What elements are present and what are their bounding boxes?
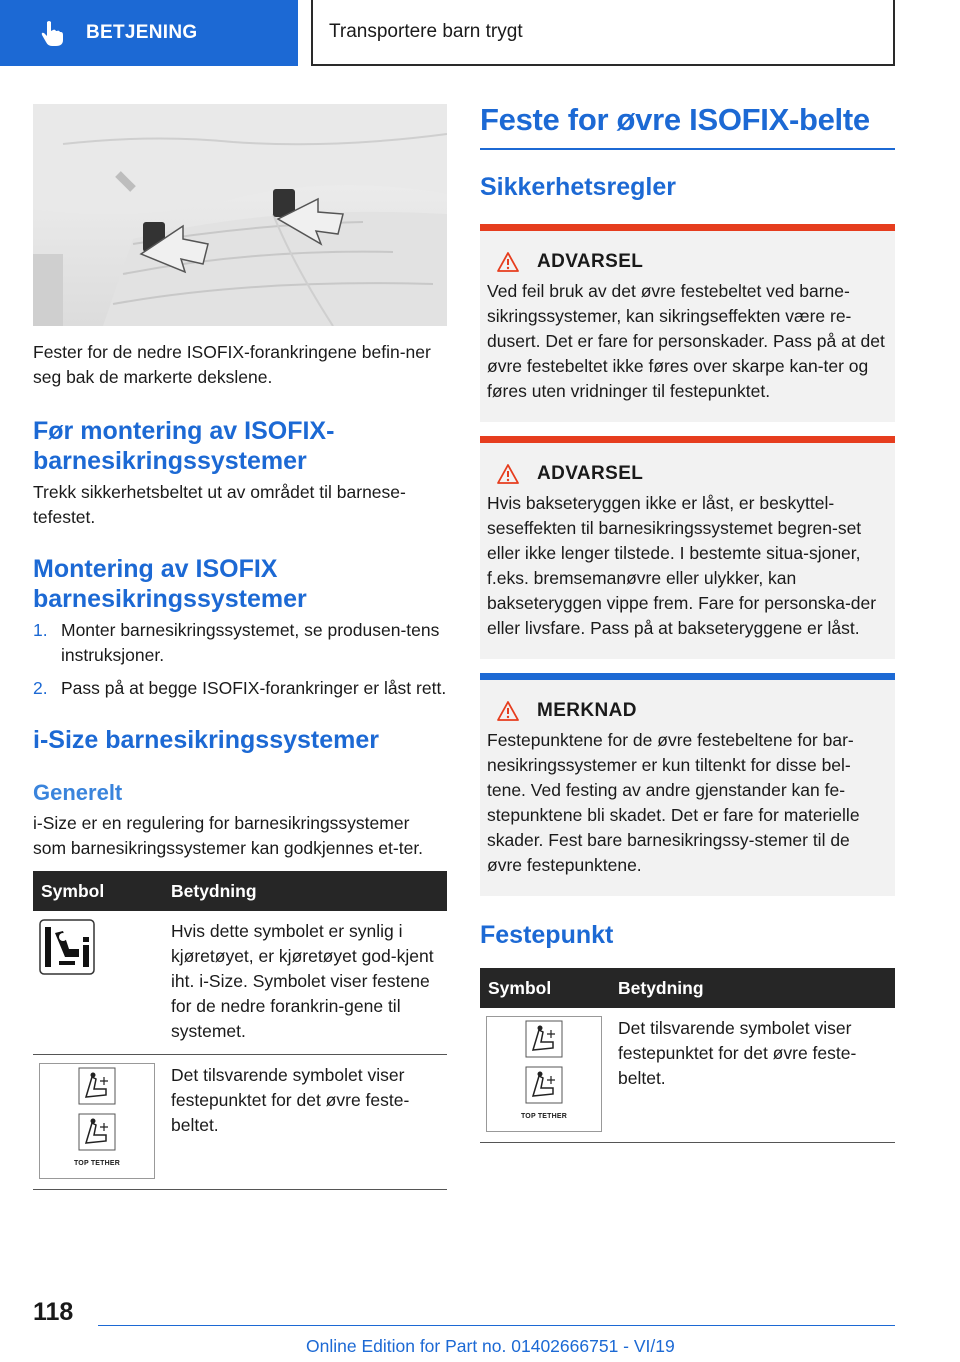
- top-tether-icon: [525, 1020, 563, 1058]
- i-size-seat-icon: [39, 919, 95, 975]
- top-tether-label: TOP TETHER: [520, 1112, 568, 1120]
- heading-safety-rules: Sikkerhetsregler: [480, 173, 676, 201]
- list-item: [33, 676, 447, 701]
- warning-text: Ved feil bruk av det øvre festebeltet ved barne-sikringssystemer, kan sikringseffekten være re-dusert. Det er fare for personskader. Pass på at det øvre festebeltet ikke føres over skarpe kan-ter og føres uten vridninger til festepunktet.: [487, 281, 885, 401]
- col-symbol-header: Symbol: [480, 968, 610, 1008]
- paragraph-before-mounting: Trekk sikkerhetsbeltet ut av området til barnese-tefestet.: [33, 482, 406, 527]
- top-tether-icon: [78, 1113, 116, 1151]
- anchor-symbol-table: [480, 968, 895, 1143]
- rear-seat-photo: [33, 104, 447, 326]
- top-tether-icon: [78, 1067, 116, 1105]
- notice-title: MERKNAD: [537, 700, 637, 721]
- left-column: [33, 104, 447, 1190]
- heading-anchor-point: Festepunkt: [480, 921, 614, 949]
- top-tether-label: TOP TETHER: [73, 1159, 121, 1167]
- row-meaning: Det tilsvarende symbolet viser festepunktet for det øvre feste-beltet.: [163, 1055, 447, 1190]
- warning-title: ADVARSEL: [537, 251, 644, 272]
- edition-footer: Online Edition for Part no. 01402666751 - VI/19: [306, 1336, 675, 1356]
- hand-pointer-icon: [38, 18, 68, 48]
- row-meaning: Hvis dette symbolet er synlig i kjøretøyet, er kjøretøyet god-kjent iht. i-Size. Symbolet viser festene for de nedre forankrin-gene til systemet.: [163, 911, 447, 1055]
- table-row: [33, 1055, 447, 1190]
- right-column: [480, 102, 895, 1143]
- list-item: [33, 618, 447, 668]
- step-number: 1.: [33, 620, 48, 640]
- section-label: BETJENING: [86, 22, 198, 43]
- page-topic: Transportere barn trygt: [329, 21, 523, 42]
- photo-caption: Fester for de nedre ISOFIX-forankringene befin-ner seg bak de markerte dekslene.: [33, 342, 431, 387]
- table-row: [480, 1008, 895, 1143]
- col-meaning-header: Betydning: [610, 968, 895, 1008]
- warning-bar: [480, 224, 895, 231]
- col-meaning-header: Betydning: [163, 871, 447, 911]
- page-title: Feste for øvre ISOFIX-belte: [480, 102, 895, 150]
- step-text: Pass på at begge ISOFIX-forankringer er låst rett.: [61, 678, 447, 698]
- top-tether-icon-frame: [39, 1063, 155, 1179]
- warning-triangle-icon: [497, 701, 519, 721]
- page-number: 118: [33, 1298, 74, 1326]
- top-tether-icon: [525, 1066, 563, 1104]
- table-row: [33, 911, 447, 1055]
- footer-divider: [98, 1325, 895, 1326]
- row-meaning: Det tilsvarende symbolet viser festepunktet for det øvre feste-beltet.: [610, 1008, 895, 1143]
- isofix-seat-illustration: [33, 104, 447, 326]
- notice-bar: [480, 673, 895, 680]
- warning-title: ADVARSEL: [537, 463, 644, 484]
- col-symbol-header: Symbol: [33, 871, 163, 911]
- warning-bar: [480, 436, 895, 443]
- i-size-symbol-table: [33, 871, 447, 1190]
- heading-general: Generelt: [33, 780, 123, 805]
- warning-text: Hvis bakseteryggen ikke er låst, er beskyttel-seseffekten til barnesikringssystemet begren-set eller ikke lenger tilstede. I bestemte situa-sjoner, f.eks. bremsemanøvre eller ulykker, kan bakseteryggen vippe frem. Fare for personska-der eller livsfare. Pass på at bakseteryggene er låst.: [487, 493, 877, 638]
- step-number: 2.: [33, 678, 48, 698]
- mounting-steps: [33, 618, 447, 701]
- notice-text: Festepunktene for de øvre festebeltene for bar-nesikringssystemer er kun tiltenkt for disse bel-tene. Ved festing av andre gjenstander kan fe-stepunktene bli skadet. Det er fare for materielle skader. Fest bare barnesikringssy-stemer til de øvre festepunktene.: [487, 730, 860, 875]
- heading-mounting: Montering av ISOFIX barnesikringssystemer: [33, 555, 307, 613]
- warning-triangle-icon: [497, 464, 519, 484]
- step-text: Monter barnesikringssystemet, se produsen-tens instruksjoner.: [61, 620, 440, 665]
- section-tab[interactable]: [0, 0, 298, 66]
- notice-box: [480, 673, 895, 896]
- warning-triangle-icon: [497, 252, 519, 272]
- warning-box: [480, 436, 895, 659]
- top-tether-icon-frame: [486, 1016, 602, 1132]
- paragraph-general: i-Size er en regulering for barnesikringssystemer som barnesikringssystemer kan godkjennes et-ter.: [33, 813, 424, 858]
- heading-i-size: i-Size barnesikringssystemer: [33, 726, 379, 754]
- page-topic-box: [311, 0, 895, 66]
- heading-before-mounting: Før montering av ISOFIX-barnesikringssystemer: [33, 417, 335, 475]
- warning-box: [480, 224, 895, 422]
